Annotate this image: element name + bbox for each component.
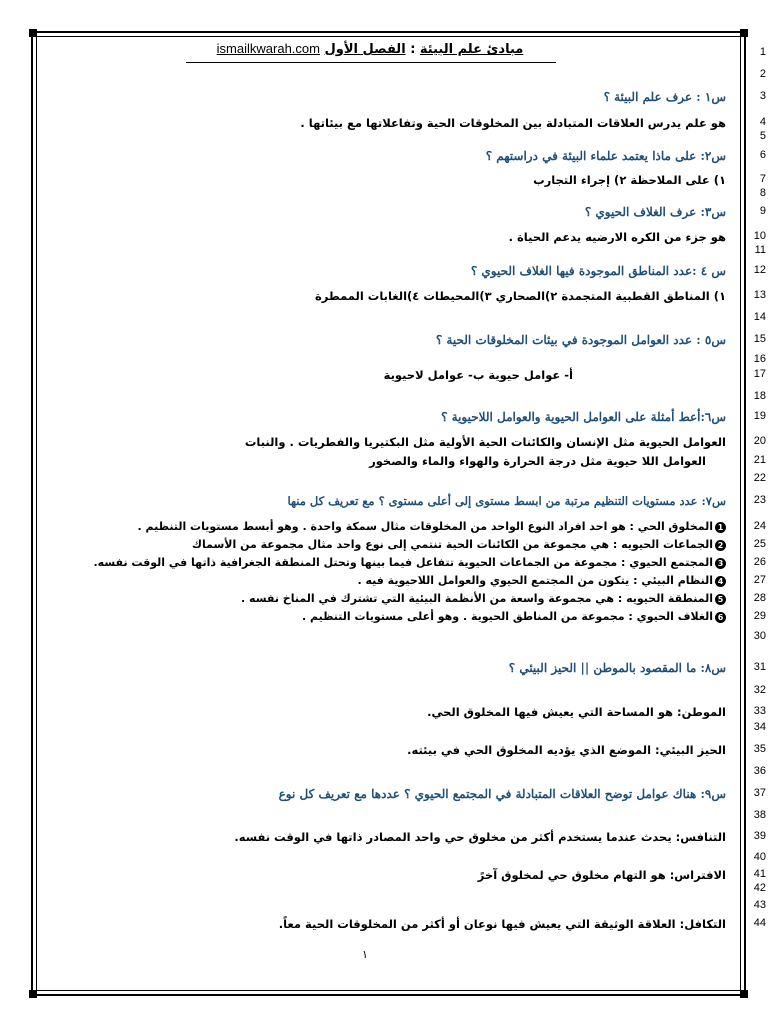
title-separator: : [410,42,416,57]
line-number: 3 [759,90,766,102]
line-number: 39 [753,830,766,842]
answer-6a: العوامل الحيوية مثل الإنسان والكائنات الحية الأولية مثل البكتيريا والفطريات . والنبات [244,435,726,449]
chapter-title: الفصل الأول [324,42,406,57]
line-number: 19 [753,410,766,422]
line-number: 20 [753,435,766,447]
question-3: س٣: عرف الغلاف الحيوي ؟ [584,205,726,219]
answer-9b: الافتراس: هو التهام مخلوق حي لمخلوق آخرً [477,868,726,882]
numbered-bullet: 5 [715,594,726,605]
question-4: س ٤ :عدد المناطق الموجودة فيها الغلاف الحيوي ؟ [470,264,726,278]
line-number: 6 [759,149,766,161]
corner-ornament [29,29,37,37]
numbered-bullet: 1 [715,522,726,533]
question-6: س٦:أعط أمثلة على العوامل الحيوية والعوامل اللاحيوية ؟ [441,410,726,424]
page-title [190,41,550,57]
line-number: 16 [753,353,766,365]
line-number: 30 [753,630,766,642]
line-number: 5 [759,130,766,142]
organization-level-item [94,556,727,569]
answer-2: ١) على الملاحظة ٢) إجراء التجارب [533,173,726,187]
line-number: 15 [753,333,766,345]
line-number: 28 [753,592,766,604]
line-number: 9 [759,205,766,217]
line-number: 22 [753,472,766,484]
line-number: 7 [759,173,766,185]
answer-8b: الحيز البيئي: الموضع الذي يؤديه المخلوق الحي في بيئته. [407,743,726,757]
organization-level-text: المجتمع الحيوي : مجموعة من الجماعات الحيوية تتفاعل فيما بينها وتحتل المنطقة الجغرافية ذاتها في الوقت نفسه. [93,556,713,569]
line-number: 8 [759,187,766,199]
organization-level-text: النظام البيئي : يتكون من المجتمع الحيوي والعوامل اللاحيوية فيه . [357,574,713,587]
line-number: 38 [753,809,766,821]
organization-level-item [192,538,726,551]
answer-4: ١) المناطق القطبية المتجمدة ٢)الصحاري ٣)المحيطات ٤)الغابات الممطرة [314,289,726,303]
answer-1: هو علم يدرس العلاقات المتبادلة بين المخلوقات الحية وتفاعلاتها مع بيئاتها . [300,116,726,130]
question-9: س٩: هناك عوامل توضح العلاقات المتبادلة في المجتمع الحيوي ؟ عددها مع تعريف كل نوع [278,787,726,801]
line-number: 17 [753,368,766,380]
line-number: 11 [754,244,766,256]
line-number: 40 [753,851,766,863]
line-number: 14 [753,311,766,323]
title-underline [186,62,556,63]
line-number: 34 [753,721,766,733]
corner-ornament [740,29,748,37]
line-number: 2 [759,68,766,80]
question-1: س١ : عرف علم البيئة ؟ [603,90,726,104]
line-number: 35 [753,743,766,755]
line-number: 24 [753,520,766,532]
question-2: س٢: على ماذا يعتمد علماء البيئة في دراستهم ؟ [485,149,726,163]
line-number: 23 [753,494,766,506]
organization-level-text: الجماعات الحيويه : هي مجموعة من الكائنات الحية تنتمي إلى نوع واحد مثال مجموعة من الأسماك [191,538,713,551]
line-number: 21 [753,454,766,466]
question-7: س٧: عدد مستويات التنظيم مرتبة من ابسط مستوى إلى أعلى مستوى ؟ مع تعريف كل منها [287,494,726,508]
numbered-bullet: 6 [715,612,726,623]
line-number: 26 [753,556,766,568]
organization-level-text: المنطقة الحيويه : هي مجموعة واسعة من الأنظمة البيئية التي تشترك في المناخ نفسه . [241,592,713,605]
organization-level-text: المخلوق الحي : هو احد افراد النوع الواحد من المخلوقات مثال سمكة واحدة . وهو أبسط مستويات التنظيم . [137,520,713,533]
line-number: 10 [753,230,766,242]
answer-5: أ- عوامل حيوية ب- عوامل لاحيوية [383,368,573,382]
answer-9c: التكافل: العلاقة الوثيقة التي يعيش فيها نوعان أو أكثر من المخلوقات الحية معاً. [278,917,726,931]
organization-level-text: الغلاف الحيوي : مجموعة من المناطق الحيوية . وهو أعلى مستويات التنظيم . [301,610,713,623]
corner-ornament [740,990,748,998]
line-number: 1 [759,46,766,58]
line-number: 36 [753,765,766,777]
answer-6b: العوامل اللا حيوية مثل درجة الحرارة والهواء والماء والصخور [369,454,706,468]
question-5: س٥ : عدد العوامل الموجودة في بيئات المخلوقات الحية ؟ [435,333,726,347]
line-number: 43 [753,899,766,911]
numbered-bullet: 2 [715,540,726,551]
line-number: 13 [753,289,766,301]
line-number: 4 [759,116,766,128]
numbered-bullet: 4 [715,576,726,587]
line-number: 41 [753,868,766,880]
organization-level-item [241,592,726,605]
line-number: 12 [753,264,766,276]
numbered-bullet: 3 [715,558,726,569]
organization-level-item [138,520,727,533]
subject-title: مبادئ علم البيئة [419,42,524,57]
corner-ornament [29,990,37,998]
line-number: 18 [753,390,766,402]
organization-level-item [302,610,726,623]
line-number: 42 [753,882,766,894]
answer-3: هو جزء من الكره الارضيه يدعم الحياة . [508,230,726,244]
answer-8a: الموطن: هو المساحة التي يعيش فيها المخلوق الحي. [427,705,726,719]
page-number: ١ [362,948,368,961]
line-number: 33 [753,705,766,717]
line-number: 27 [753,574,766,586]
line-number: 32 [753,684,766,696]
line-number: 25 [753,538,766,550]
answer-9a: التنافس: يحدث عندما يستخدم أكثر من مخلوق حي واحد المصادر ذاتها في الوقت نفسه. [234,830,726,844]
site-name: ismailkwarah.com [216,41,320,56]
question-8: س٨: ما المقصود بالموطن || الحيز البيئي ؟ [508,661,726,675]
line-number: 37 [753,787,766,799]
organization-level-item [357,574,726,587]
line-number: 31 [753,661,766,673]
line-number: 29 [753,610,766,622]
line-number: 44 [753,917,766,929]
